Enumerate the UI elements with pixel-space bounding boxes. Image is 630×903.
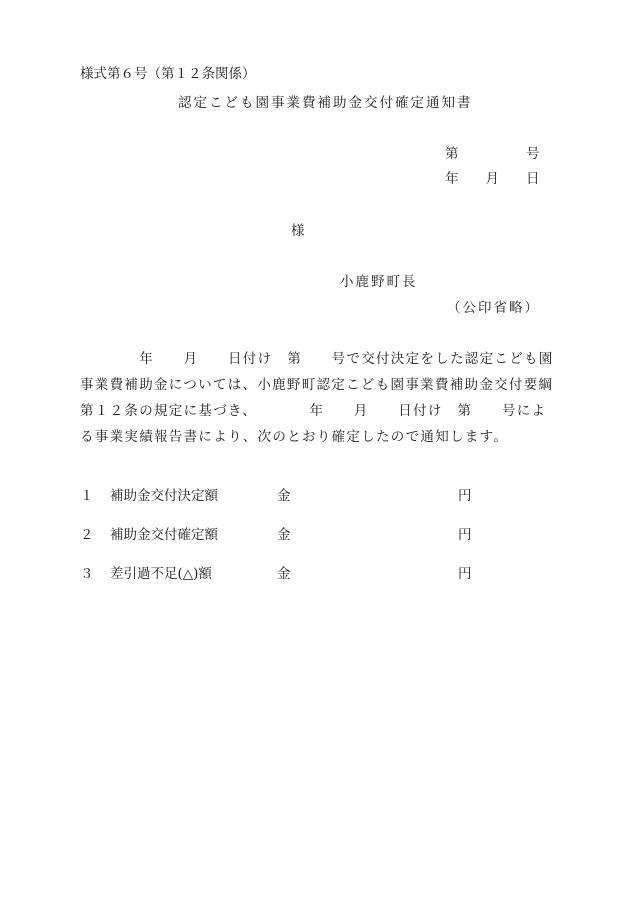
sender-name: 小鹿野町長 — [340, 274, 418, 290]
amount-prefix: 金 — [277, 488, 291, 504]
recipient-suffix: 様 — [291, 223, 305, 239]
body-line: 年 月 日付け 第 号で交付決定をした認定こども園 — [80, 351, 554, 367]
document-title: 認定こども園事業費補助金交付確定通知書 — [178, 95, 473, 111]
amount-label: 補助金交付決定額 — [110, 488, 218, 504]
form-number: 様式第６号（第１２条関係） — [80, 66, 256, 82]
amount-number: １ — [80, 488, 94, 504]
reference-number: 第 号 — [445, 146, 540, 162]
amount-unit: 円 — [458, 488, 472, 504]
amount-unit: 円 — [458, 566, 472, 582]
issue-date: 年 月 日 — [445, 171, 540, 187]
amount-label: 補助金交付確定額 — [110, 527, 218, 543]
seal-note: （公印省略） — [447, 300, 540, 316]
amount-prefix: 金 — [277, 566, 291, 582]
amount-prefix: 金 — [277, 527, 291, 543]
body-line: 事業費補助金については、小鹿野町認定こども園事業費補助金交付要綱 — [80, 377, 554, 393]
body-line: 第１２条の規定に基づき、 年 月 日付け 第 号によ — [80, 403, 547, 419]
amount-number: ３ — [80, 566, 94, 582]
body-line: る事業実績報告書により、次のとおり確定したので通知します。 — [80, 429, 509, 445]
amount-label: 差引過不足(△)額 — [110, 566, 212, 582]
amount-unit: 円 — [458, 527, 472, 543]
amount-number: ２ — [80, 527, 94, 543]
